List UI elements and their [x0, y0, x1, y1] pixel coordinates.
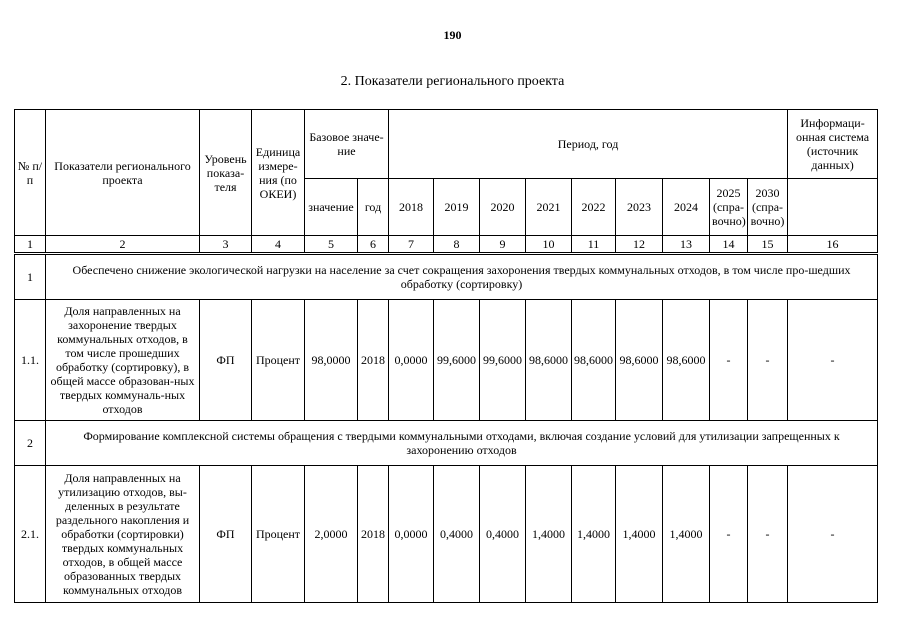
row-base-value: 98,0000: [305, 300, 358, 421]
row-unit: Процент: [252, 300, 305, 421]
row-value: -: [710, 300, 748, 421]
header-year: 2021: [526, 179, 572, 236]
row-level: ФП: [200, 300, 252, 421]
column-number: 14: [710, 236, 748, 254]
header-info-sub: [788, 179, 878, 236]
row-info: -: [788, 466, 878, 603]
row-value: 0,0000: [389, 300, 434, 421]
header-year: 2023: [616, 179, 663, 236]
header-indicator: Показатели регионального проекта: [46, 110, 200, 236]
indicators-table: [14, 109, 878, 603]
row-value: 1,4000: [572, 466, 616, 603]
row-value: 98,6000: [526, 300, 572, 421]
column-number: 3: [200, 236, 252, 254]
column-number: 10: [526, 236, 572, 254]
row-value: 0,0000: [389, 466, 434, 603]
header-base: Базовое значе-ние: [305, 110, 389, 179]
header-year: 2025 (спра-вочно): [710, 179, 748, 236]
column-number: 16: [788, 236, 878, 254]
section-title: 2. Показатели регионального проекта: [340, 74, 565, 89]
section-title-cell: Формирование комплексной системы обращения с твердыми коммунальными отходами, включая создание условий для утилизации запрещенных к захоронению отходов: [46, 421, 878, 466]
column-number: 8: [434, 236, 480, 254]
row-value: 99,6000: [480, 300, 526, 421]
row-value: 98,6000: [572, 300, 616, 421]
row-value: 1,4000: [616, 466, 663, 603]
row-value: 99,6000: [434, 300, 480, 421]
header-info: Информаци-онная система (источник данных): [788, 110, 878, 179]
header-num: № п/п: [15, 110, 46, 236]
column-number: 5: [305, 236, 358, 254]
row-base-year: 2018: [358, 466, 389, 603]
header-unit: Единица измере-ния (по ОКЕИ): [252, 110, 305, 236]
column-number: 2: [46, 236, 200, 254]
column-number: 4: [252, 236, 305, 254]
row-value: 1,4000: [526, 466, 572, 603]
row-base-value: 2,0000: [305, 466, 358, 603]
header-level: Уровень показа-теля: [200, 110, 252, 236]
column-number: 12: [616, 236, 663, 254]
row-num: 1.1.: [15, 300, 46, 421]
column-number: 11: [572, 236, 616, 254]
row-value: 98,6000: [616, 300, 663, 421]
header-year: 2030 (спра-вочно): [748, 179, 788, 236]
row-value: 0,4000: [434, 466, 480, 603]
row-base-year: 2018: [358, 300, 389, 421]
section-row: [15, 421, 878, 466]
row-value: -: [748, 466, 788, 603]
row-value: 1,4000: [663, 466, 710, 603]
header-period: Период, год: [389, 110, 788, 179]
row-value: 0,4000: [480, 466, 526, 603]
header-year: 2020: [480, 179, 526, 236]
header-base-value: значение: [305, 179, 358, 236]
section-row: [15, 254, 878, 300]
table-row: [15, 466, 878, 603]
column-number: 6: [358, 236, 389, 254]
header-year: 2022: [572, 179, 616, 236]
row-indicator: Доля направленных на утилизацию отходов, вы-деленных в результате раздельного накопления и обработки (сортировки) твердых коммунальных отходов, в общей массе образованных твердых коммунальных отходов: [46, 466, 200, 603]
section-num: 1: [15, 254, 46, 300]
row-num: 2.1.: [15, 466, 46, 603]
section-num: 2: [15, 421, 46, 466]
section-title-cell: Обеспечено снижение экологической нагрузки на население за счет сокращения захоронения твердых коммунальных отходов, в том числе про-шедших обработку (сортировку): [46, 254, 878, 300]
header-year: 2018: [389, 179, 434, 236]
table-row: [15, 300, 878, 421]
column-number: 15: [748, 236, 788, 254]
column-number: 7: [389, 236, 434, 254]
row-value: -: [710, 466, 748, 603]
row-info: -: [788, 300, 878, 421]
page-number: 190: [443, 28, 462, 42]
header-row: [15, 110, 878, 179]
column-number: 9: [480, 236, 526, 254]
header-year: 2019: [434, 179, 480, 236]
header-year: 2024: [663, 179, 710, 236]
column-number: 13: [663, 236, 710, 254]
row-level: ФП: [200, 466, 252, 603]
row-value: -: [748, 300, 788, 421]
header-base-year: год: [358, 179, 389, 236]
column-number: 1: [15, 236, 46, 254]
column-numbers-row: [15, 236, 878, 254]
row-indicator: Доля направленных на захоронение твердых коммунальных отходов, в том числе прошедших обработку (сортировку), в общей массе образован-ных твердых коммуналь-ных отходов: [46, 300, 200, 421]
row-value: 98,6000: [663, 300, 710, 421]
row-unit: Процент: [252, 466, 305, 603]
